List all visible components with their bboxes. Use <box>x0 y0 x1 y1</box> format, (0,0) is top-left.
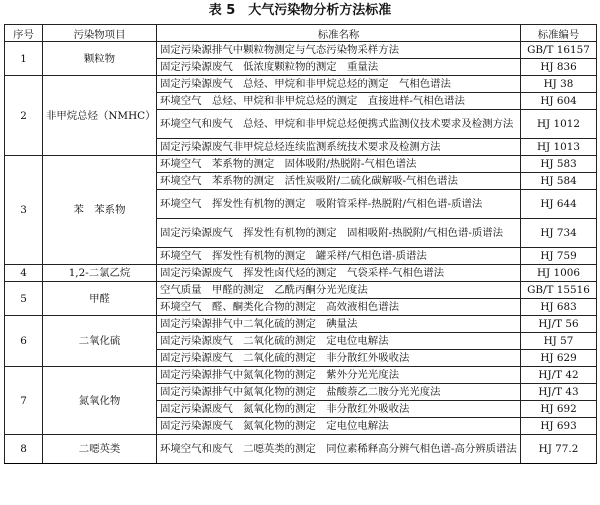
standard-code-cell: HJ 734 <box>521 219 597 248</box>
seq-cell: 8 <box>5 435 43 464</box>
standard-code-cell: HJ 57 <box>521 333 597 350</box>
table-row <box>5 367 597 384</box>
standard-code-cell: HJ/T 42 <box>521 367 597 384</box>
pollutant-cell: 苯 苯系物 <box>43 156 157 265</box>
table-row <box>5 76 597 93</box>
seq-cell: 4 <box>5 265 43 282</box>
table-row <box>5 42 597 59</box>
standard-code-cell: HJ 77.2 <box>521 435 597 464</box>
standard-code-cell: HJ 644 <box>521 190 597 219</box>
standard-name-cell: 固定污染源排气中颗粒物测定与气态污染物采样方法 <box>157 42 521 59</box>
standard-code-cell: HJ 1013 <box>521 139 597 156</box>
standard-code-cell: HJ 692 <box>521 401 597 418</box>
pollutant-cell: 甲醛 <box>43 282 157 316</box>
standard-code-cell: GB/T 15516 <box>521 282 597 299</box>
header-row <box>5 25 597 42</box>
standard-name-cell: 固定污染源废气 低浓度颗粒物的测定 重量法 <box>157 59 521 76</box>
header-seq: 序号 <box>5 25 43 42</box>
standard-name-cell: 固定污染源废气 总烃、甲烷和非甲烷总烃的测定 气相色谱法 <box>157 76 521 93</box>
standard-code-cell: HJ 604 <box>521 93 597 110</box>
seq-cell: 1 <box>5 42 43 76</box>
standard-name-cell: 固定污染源废气 挥发性卤代烃的测定 气袋采样-气相色谱法 <box>157 265 521 282</box>
standard-name-cell: 环境空气 挥发性有机物的测定 吸附管采样-热脱附/气相色谱-质谱法 <box>157 190 521 219</box>
standard-name-cell: 空气质量 甲醛的测定 乙酰丙酮分光光度法 <box>157 282 521 299</box>
table-row <box>5 316 597 333</box>
header-pollutant: 污染物项目 <box>43 25 157 42</box>
pollutant-cell: 非甲烷总烃（NMHC） <box>43 76 157 156</box>
pollutant-cell: 颗粒物 <box>43 42 157 76</box>
pollutant-cell: 氮氧化物 <box>43 367 157 435</box>
standard-name-cell: 环境空气 醛、酮类化合物的测定 高效液相色谱法 <box>157 299 521 316</box>
seq-cell: 2 <box>5 76 43 156</box>
standard-code-cell: HJ 1012 <box>521 110 597 139</box>
standards-table <box>4 24 597 464</box>
standard-name-cell: 固定污染源废气非甲烷总烃连续监测系统技术要求及检测方法 <box>157 139 521 156</box>
standard-name-cell: 环境空气 挥发性有机物的测定 罐采样/气相色谱-质谱法 <box>157 248 521 265</box>
seq-cell: 5 <box>5 282 43 316</box>
standard-code-cell: GB/T 16157 <box>521 42 597 59</box>
standard-name-cell: 固定污染源废气 氮氧化物的测定 定电位电解法 <box>157 418 521 435</box>
table-row <box>5 435 597 464</box>
standard-name-cell: 环境空气 苯系物的测定 活性炭吸附/二硫化碳解吸-气相色谱法 <box>157 173 521 190</box>
standard-code-cell: HJ 38 <box>521 76 597 93</box>
header-standard: 标准名称 <box>157 25 521 42</box>
standard-name-cell: 环境空气和废气 二噁英类的测定 同位素稀释高分辨气相色谱-高分辨质谱法 <box>157 435 521 464</box>
standard-code-cell: HJ 693 <box>521 418 597 435</box>
standard-name-cell: 环境空气和废气 总烃、甲烷和非甲烷总烃便携式监测仪技术要求及检测方法 <box>157 110 521 139</box>
standard-code-cell: HJ 583 <box>521 156 597 173</box>
standard-code-cell: HJ/T 43 <box>521 384 597 401</box>
standard-code-cell: HJ 683 <box>521 299 597 316</box>
table-row <box>5 265 597 282</box>
seq-cell: 6 <box>5 316 43 367</box>
pollutant-cell: 1,2-二氯乙烷 <box>43 265 157 282</box>
table-row <box>5 156 597 173</box>
standard-name-cell: 环境空气 总烃、甲烷和非甲烷总烃的测定 直接进样-气相色谱法 <box>157 93 521 110</box>
standard-code-cell: HJ 584 <box>521 173 597 190</box>
standard-code-cell: HJ 1006 <box>521 265 597 282</box>
table-title: 表 5 大气污染物分析方法标准 <box>208 3 392 18</box>
standard-code-cell: HJ 759 <box>521 248 597 265</box>
standard-name-cell: 固定污染源排气中氮氧化物的测定 紫外分光光度法 <box>157 367 521 384</box>
pollutant-cell: 二噁英类 <box>43 435 157 464</box>
standard-name-cell: 固定污染源废气 二氧化硫的测定 非分散红外吸收法 <box>157 350 521 367</box>
standard-name-cell: 固定污染源废气 氮氧化物的测定 非分散红外吸收法 <box>157 401 521 418</box>
standard-code-cell: HJ 836 <box>521 59 597 76</box>
seq-cell: 7 <box>5 367 43 435</box>
standard-name-cell: 固定污染源废气 挥发性有机物的测定 固相吸附-热脱附/气相色谱-质谱法 <box>157 219 521 248</box>
standard-name-cell: 固定污染源排气中氮氧化物的测定 盐酸萘乙二胺分光光度法 <box>157 384 521 401</box>
header-code: 标准编号 <box>521 25 597 42</box>
standard-code-cell: HJ/T 56 <box>521 316 597 333</box>
seq-cell: 3 <box>5 156 43 265</box>
standard-name-cell: 固定污染源排气中二氧化硫的测定 碘量法 <box>157 316 521 333</box>
standard-name-cell: 环境空气 苯系物的测定 固体吸附/热脱附-气相色谱法 <box>157 156 521 173</box>
pollutant-cell: 二氧化硫 <box>43 316 157 367</box>
table-row <box>5 282 597 299</box>
standard-code-cell: HJ 629 <box>521 350 597 367</box>
standard-name-cell: 固定污染源废气 二氧化硫的测定 定电位电解法 <box>157 333 521 350</box>
